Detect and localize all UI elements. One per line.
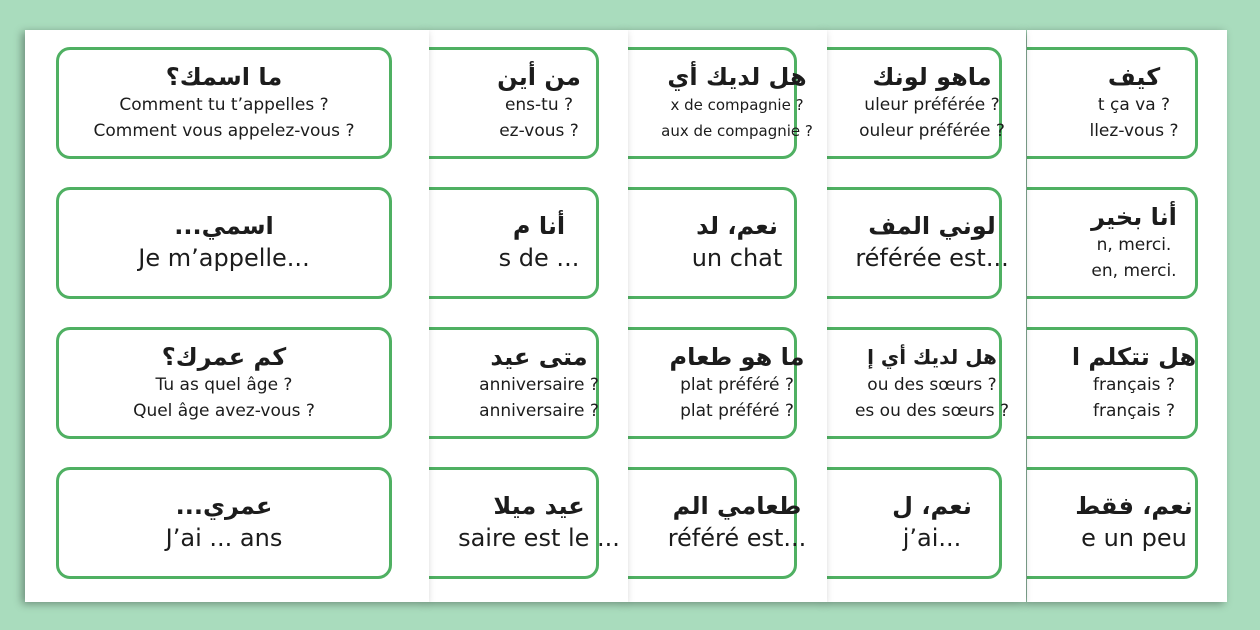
card-im-fine — [1027, 187, 1198, 299]
card-french-line: un chat — [691, 244, 783, 272]
card-french-line: x de compagnie ? — [670, 96, 804, 114]
card-french-line: n, merci. — [1096, 235, 1172, 255]
card-french-line: J’ai ... ans — [165, 524, 283, 552]
card-french-line: ou des sœurs ? — [867, 375, 997, 395]
card-french-line: anniversaire ? — [479, 401, 599, 421]
card-how-old — [56, 327, 392, 439]
card-french-line: ez-vous ? — [499, 121, 579, 141]
card-arabic-text: كيف — [1107, 63, 1161, 91]
card-french-line: en, merci. — [1091, 261, 1177, 281]
card-french-line: Comment tu t’appelles ? — [119, 95, 329, 115]
card-arabic-text: أنا بخير — [1091, 203, 1177, 231]
card-arabic-text: نعم، لد — [696, 212, 778, 240]
card-arabic-text: نعم، فقط — [1075, 492, 1193, 520]
card-whats-your-name — [56, 47, 392, 159]
card-french-line: Comment vous appelez-vous ? — [93, 121, 355, 141]
card-arabic-text: أنا م — [512, 212, 566, 240]
card-french-line: aux de compagnie ? — [661, 122, 813, 140]
card-arabic-text: من أين — [497, 63, 581, 91]
card-french-line: plat préféré ? — [680, 401, 794, 421]
card-a-cat — [627, 187, 797, 299]
card-french-line: e un peu — [1081, 524, 1187, 552]
card-french-line: llez-vous ? — [1089, 121, 1179, 141]
card-my-favourite-colour — [826, 187, 1009, 299]
sheet-3 — [627, 30, 827, 602]
card-french-line: Quel âge avez-vous ? — [133, 401, 315, 421]
card-how-are-you — [1027, 47, 1198, 159]
card-french-line: es ou des sœurs ? — [854, 401, 1010, 421]
card-arabic-text: اسمي... — [174, 212, 274, 240]
card-a-little — [1027, 467, 1198, 579]
card-i-am-from — [428, 187, 599, 299]
card-arabic-text: متى عيد — [490, 343, 588, 371]
card-my-name-is — [56, 187, 392, 299]
card-arabic-text: لوني المف — [868, 212, 996, 240]
sheet-2 — [428, 30, 628, 602]
card-french-line: s de ... — [498, 244, 580, 272]
card-pets — [627, 47, 813, 159]
card-french-line: anniversaire ? — [479, 375, 599, 395]
card-french-line: saire est le ... — [458, 524, 620, 552]
card-siblings — [826, 327, 1010, 439]
card-arabic-text: عيد ميلا — [493, 492, 585, 520]
card-french-line: Je m’appelle... — [138, 244, 310, 272]
card-arabic-text: ما هو طعام — [669, 343, 805, 371]
card-i-am-years-old — [56, 467, 392, 579]
card-arabic-text: ماهو لونك — [872, 63, 992, 91]
card-french-line: Tu as quel âge ? — [155, 375, 293, 395]
card-where-from — [428, 47, 599, 159]
card-french-line: français ? — [1093, 375, 1175, 395]
sheet-5 — [1027, 30, 1227, 602]
card-french-line: français ? — [1093, 401, 1175, 421]
card-my-favourite-dish — [627, 467, 807, 579]
card-french-line: référée est... — [855, 244, 1009, 272]
sheet-4 — [826, 30, 1026, 602]
card-french-line: ouleur préférée ? — [859, 121, 1005, 141]
card-yes-i-have — [826, 467, 1002, 579]
card-french-line: plat préféré ? — [680, 375, 794, 395]
card-arabic-text: هل لديك أي — [667, 63, 807, 91]
card-arabic-text: هل لديك أي إ — [867, 345, 997, 369]
card-french-line: j’ai... — [902, 524, 962, 552]
card-my-birthday — [428, 467, 620, 579]
card-favourite-colour — [826, 47, 1005, 159]
card-french-line: référé est... — [667, 524, 807, 552]
card-when-birthday — [428, 327, 599, 439]
card-french-line: uleur préférée ? — [864, 95, 1000, 115]
card-favourite-dish — [627, 327, 805, 439]
card-arabic-text: كم عمرك؟ — [161, 343, 287, 371]
card-french-line: t ça va ? — [1097, 95, 1171, 115]
card-arabic-text: نعم، ل — [892, 492, 972, 520]
card-do-you-speak — [1027, 327, 1198, 439]
card-arabic-text: طعامي الم — [672, 492, 802, 520]
sheet-1 — [25, 30, 429, 602]
card-arabic-text: عمري... — [175, 492, 273, 520]
card-arabic-text: هل تتكلم ا — [1071, 343, 1197, 371]
card-arabic-text: ما اسمك؟ — [165, 63, 283, 91]
card-french-line: ens-tu ? — [504, 95, 574, 115]
